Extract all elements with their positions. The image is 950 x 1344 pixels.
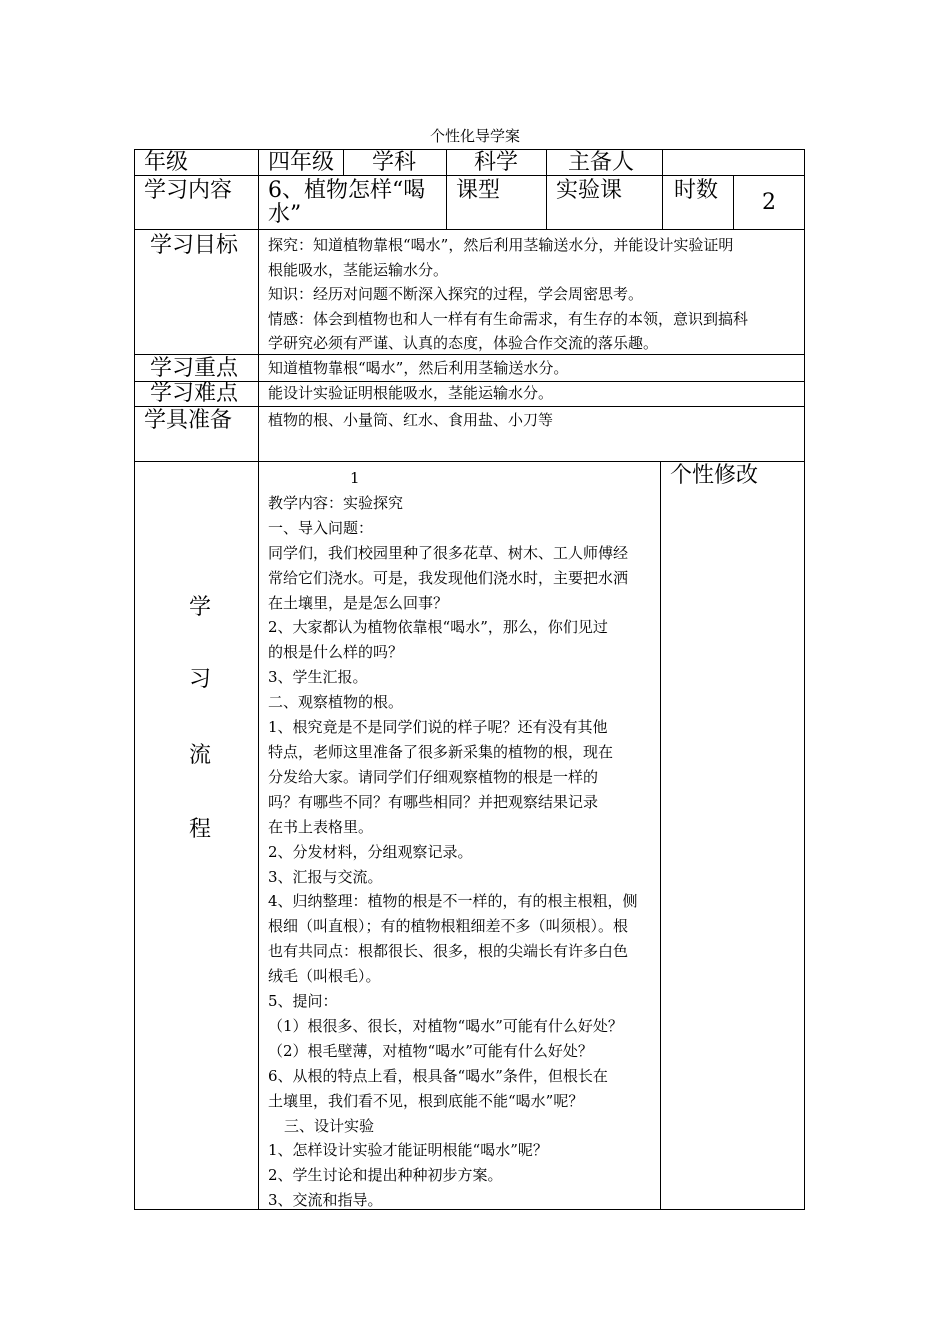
process-label-char: 程 <box>188 817 211 842</box>
process-line: 1、根究竟是不是同学们说的样子呢？还有没有其他 <box>268 718 608 737</box>
process-line: （1）根很多、很长，对植物“喝水”可能有什么好处？ <box>268 1016 623 1035</box>
process-line: 6、从根的特点上看，根具备“喝水”条件，但根长在 <box>268 1066 608 1085</box>
tools-label: 学具准备 <box>144 408 233 433</box>
process-line: 5、提问： <box>268 992 338 1011</box>
objective-line: 根能吸水，茎能运输水分。 <box>268 260 449 279</box>
hours-value: 2 <box>762 190 776 215</box>
process-line: 同学们，我们校园里种了很多花草、树木、工人师傅经 <box>268 543 629 562</box>
process-line: 分发给大家。请同学们仔细观察植物的根是一样的 <box>268 767 599 786</box>
process-line: 在书上表格里。 <box>268 817 374 836</box>
difficulty-value: 能设计实验证明根能吸水，茎能运输水分。 <box>268 384 554 402</box>
column-divider <box>662 149 663 230</box>
grade-value: 四年级 <box>268 150 335 175</box>
table-border-top <box>134 149 805 150</box>
process-line: 3、汇报与交流。 <box>268 867 383 886</box>
table-border-right <box>804 149 805 1210</box>
column-divider <box>446 149 447 230</box>
revise-label: 个性修改 <box>670 463 759 488</box>
process-line: 3、交流和指导。 <box>268 1191 383 1210</box>
hours-label: 时数 <box>674 178 719 203</box>
process-line: 的根是什么样的吗？ <box>268 643 404 662</box>
label-column-divider <box>258 149 259 1210</box>
subject-label: 学科 <box>372 150 417 175</box>
table-border-left <box>134 149 135 1210</box>
revise-column-divider <box>660 461 661 1210</box>
process-line: 常给它们浇水。可是，我发现他们浇水时，主要把水洒 <box>268 568 629 587</box>
objectives-label: 学习目标 <box>150 233 239 258</box>
content-value-line2: 水” <box>268 202 302 227</box>
row-divider <box>134 229 805 230</box>
process-line: （2）根毛壁薄，对植物“喝水”可能有什么好处？ <box>268 1041 593 1060</box>
objective-line: 情感：体会到植物也和人一样有有生命需求，有生存的本领，意识到搞科 <box>268 309 749 328</box>
process-line: 教学内容：实验探究 <box>268 493 404 512</box>
process-line: 3、学生汇报。 <box>268 668 368 687</box>
column-divider <box>733 176 734 230</box>
tools-value: 植物的根、小量筒、红水、食用盐、小刀等 <box>268 411 554 429</box>
objective-line: 知识：经历对问题不断深入探究的过程，学会周密思考。 <box>268 285 644 304</box>
preparer-label: 主备人 <box>568 150 635 175</box>
lesson-type-label: 课型 <box>456 178 501 203</box>
row-divider <box>134 175 805 176</box>
process-line: 土壤里，我们看不见，根到底能不能“喝水”呢？ <box>268 1091 584 1110</box>
process-line: 一、导入问题： <box>268 518 374 537</box>
process-label-char: 流 <box>188 743 211 768</box>
subject-value: 科学 <box>474 150 519 175</box>
process-line: 绒毛（叫根毛）。 <box>268 967 381 986</box>
process-label-char: 学 <box>188 595 211 620</box>
process-line: 4、归纳整理：植物的根是不一样的，有的根主根粗，侧 <box>268 892 638 911</box>
key-point-label: 学习重点 <box>150 356 239 381</box>
process-line: 2、分发材料，分组观察记录。 <box>268 842 473 861</box>
process-content <box>268 466 656 1213</box>
difficulty-label: 学习难点 <box>150 381 239 406</box>
process-line: 2、学生讨论和提出种种初步方案。 <box>268 1166 503 1185</box>
grade-label: 年级 <box>144 150 189 175</box>
process-label-char: 习 <box>188 667 211 692</box>
process-line: 在土壤里，是是怎么回事？ <box>268 593 449 612</box>
objective-line: 学研究必须有严谨、认真的态度，体验合作交流的落乐趣。 <box>268 334 659 353</box>
row-divider <box>134 461 805 462</box>
column-divider <box>546 149 547 230</box>
process-line: 1 <box>350 469 360 487</box>
process-line: 2、大家都认为植物依靠根“喝水”，那么，你们见过 <box>268 618 608 637</box>
process-line: 也有共同点：根都很长、很多，根的尖端长有许多白色 <box>268 942 629 961</box>
lesson-type-value: 实验课 <box>556 178 623 203</box>
content-value-line1: 6、植物怎样“喝 <box>268 178 426 203</box>
process-line: 根细（叫直根）；有的植物根粗细差不多（叫须根）。根 <box>268 917 629 936</box>
process-line: 1、怎样设计实验才能证明根能“喝水”呢？ <box>268 1141 548 1160</box>
content-label: 学习内容 <box>144 178 233 203</box>
process-line: 吗？有哪些不同？有哪些相同？并把观察结果记录 <box>268 792 599 811</box>
process-line: 特点，老师这里准备了很多新采集的植物的根，现在 <box>268 742 614 761</box>
objective-line: 探究：知道植物靠根“喝水”，然后利用茎输送水分，并能设计实验证明 <box>268 236 734 254</box>
column-divider <box>343 149 344 176</box>
objectives-text <box>268 233 801 356</box>
process-line: 三、设计实验 <box>284 1116 375 1135</box>
key-point-value: 知道植物靠根“喝水”，然后利用茎输送水分。 <box>268 359 569 377</box>
process-line: 二、观察植物的根。 <box>268 693 404 712</box>
document-title: 个性化导学案 <box>429 127 520 145</box>
